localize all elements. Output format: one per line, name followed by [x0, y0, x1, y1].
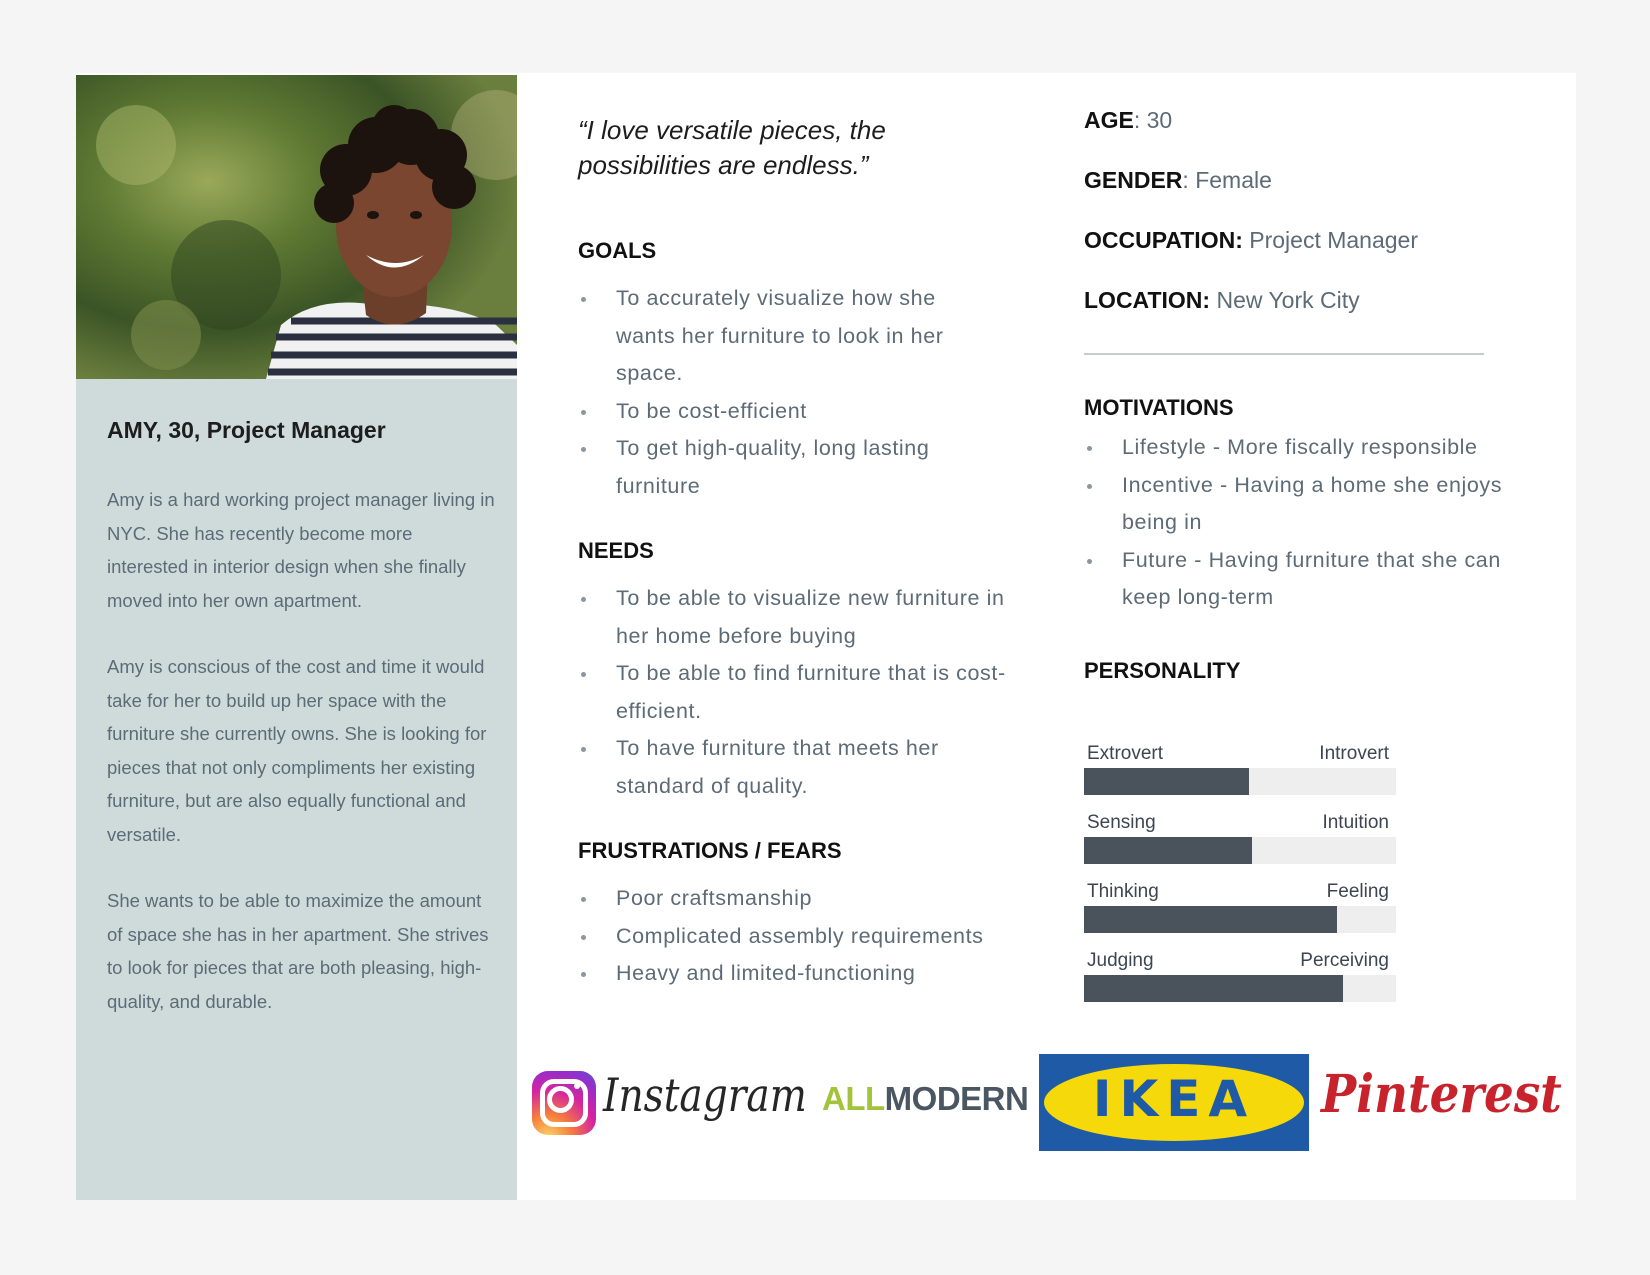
trait-track	[1084, 837, 1396, 864]
instagram-logo: Instagram	[603, 1068, 807, 1122]
trait-thinking-feeling	[1084, 881, 1399, 950]
trait-right-label: Introvert	[1319, 743, 1389, 764]
trait-right-label: Perceiving	[1300, 950, 1389, 971]
fact-label: OCCUPATION:	[1084, 227, 1243, 253]
fact-value: New York City	[1216, 287, 1360, 313]
trait-extrovert-introvert	[1084, 743, 1399, 812]
persona-bio	[107, 483, 497, 1051]
list-item: Incentive - Having a home she enjoys being in	[1084, 467, 1524, 542]
fact-label: LOCATION:	[1084, 287, 1211, 313]
personality-sliders	[1084, 743, 1399, 1019]
list-item: Lifestyle - More fiscally responsible	[1084, 429, 1524, 467]
trait-track	[1084, 975, 1396, 1002]
persona-photo	[76, 75, 517, 379]
list-item: To get high-quality, long lasting furniture	[578, 430, 998, 505]
motivations-heading: MOTIVATIONS	[1084, 395, 1234, 420]
trait-fill	[1084, 768, 1249, 795]
list-item: To be able to visualize new furniture in her home before buying	[578, 580, 1018, 655]
fact-label: AGE	[1084, 107, 1134, 133]
profile-panel	[76, 75, 517, 1200]
persona-card	[76, 73, 1576, 1200]
list-item: Heavy and limited-functioning	[578, 955, 1038, 993]
motivations-list	[1084, 429, 1524, 617]
list-item: To have furniture that meets her standard of quality.	[578, 730, 1018, 805]
fact-value: Project Manager	[1249, 227, 1418, 253]
trait-judging-perceiving	[1084, 950, 1399, 1019]
trait-right-label: Intuition	[1322, 812, 1389, 833]
bio-paragraph: She wants to be able to maximize the amount of space she has in her apartment. She strives to look for pieces that are both pleasing, high-quality, and durable.	[107, 890, 489, 1012]
trait-fill	[1084, 975, 1343, 1002]
frustrations-heading: FRUSTRATIONS / FEARS	[578, 838, 842, 863]
fact-value: 30	[1146, 107, 1173, 133]
persona-photo-illustration	[76, 75, 517, 379]
trait-left-label: Extrovert	[1087, 743, 1164, 764]
trait-sensing-intuition	[1084, 812, 1399, 881]
trait-fill	[1084, 837, 1252, 864]
list-item: To be able to find furniture that is cost-efficient.	[578, 655, 1018, 730]
fact-label: GENDER	[1084, 167, 1183, 193]
fact-value: Female	[1195, 167, 1272, 193]
list-item: Future - Having furniture that she can keep long-term	[1084, 542, 1524, 617]
list-item: To accurately visualize how she wants her furniture to look in her space.	[578, 280, 998, 393]
list-item: Complicated assembly requirements	[578, 918, 1038, 956]
ikea-logo	[1039, 1054, 1309, 1151]
allmodern-logo	[822, 1080, 1028, 1118]
needs-list	[578, 580, 1018, 805]
frustrations-list	[578, 880, 1038, 993]
divider	[1084, 353, 1484, 355]
persona-name: AMY, 30, Project Manager	[107, 417, 386, 443]
list-item: To be cost-efficient	[578, 393, 998, 431]
personality-heading: PERSONALITY	[1084, 658, 1241, 683]
age-fact: AGE: 30	[1084, 107, 1173, 133]
bio-paragraph: Amy is conscious of the cost and time it would take for her to build up her space with the furniture she currently owns. She is looking for pieces that not only compliments her existing furniture, but are also equally functional and versatile.	[107, 656, 487, 845]
list-item: Poor craftsmanship	[578, 880, 1038, 918]
trait-left-label: Thinking	[1087, 881, 1159, 902]
ikea-logo-text: IKEA	[1092, 1070, 1256, 1128]
trait-track	[1084, 768, 1396, 795]
trait-left-label: Sensing	[1087, 812, 1156, 833]
pinterest-logo: Pinterest	[1321, 1064, 1562, 1125]
allmodern-logo-part: MODERN	[884, 1080, 1029, 1117]
goals-list	[578, 280, 998, 505]
occupation-fact	[1084, 227, 1418, 254]
gender-fact: GENDER: Female	[1084, 167, 1272, 193]
allmodern-logo-part: ALL	[822, 1080, 885, 1117]
instagram-icon	[532, 1071, 596, 1135]
bio-paragraph: Amy is a hard working project manager living in NYC. She has recently become more interested in interior design when she finally moved into her own apartment.	[107, 489, 495, 611]
trait-fill	[1084, 906, 1337, 933]
needs-heading: NEEDS	[578, 538, 654, 563]
persona-quote: “I love versatile pieces, the possibilities are endless.”	[578, 115, 886, 180]
location-fact	[1084, 287, 1360, 314]
trait-left-label: Judging	[1087, 950, 1154, 971]
trait-right-label: Feeling	[1326, 881, 1389, 902]
goals-heading: GOALS	[578, 238, 657, 263]
trait-track	[1084, 906, 1396, 933]
